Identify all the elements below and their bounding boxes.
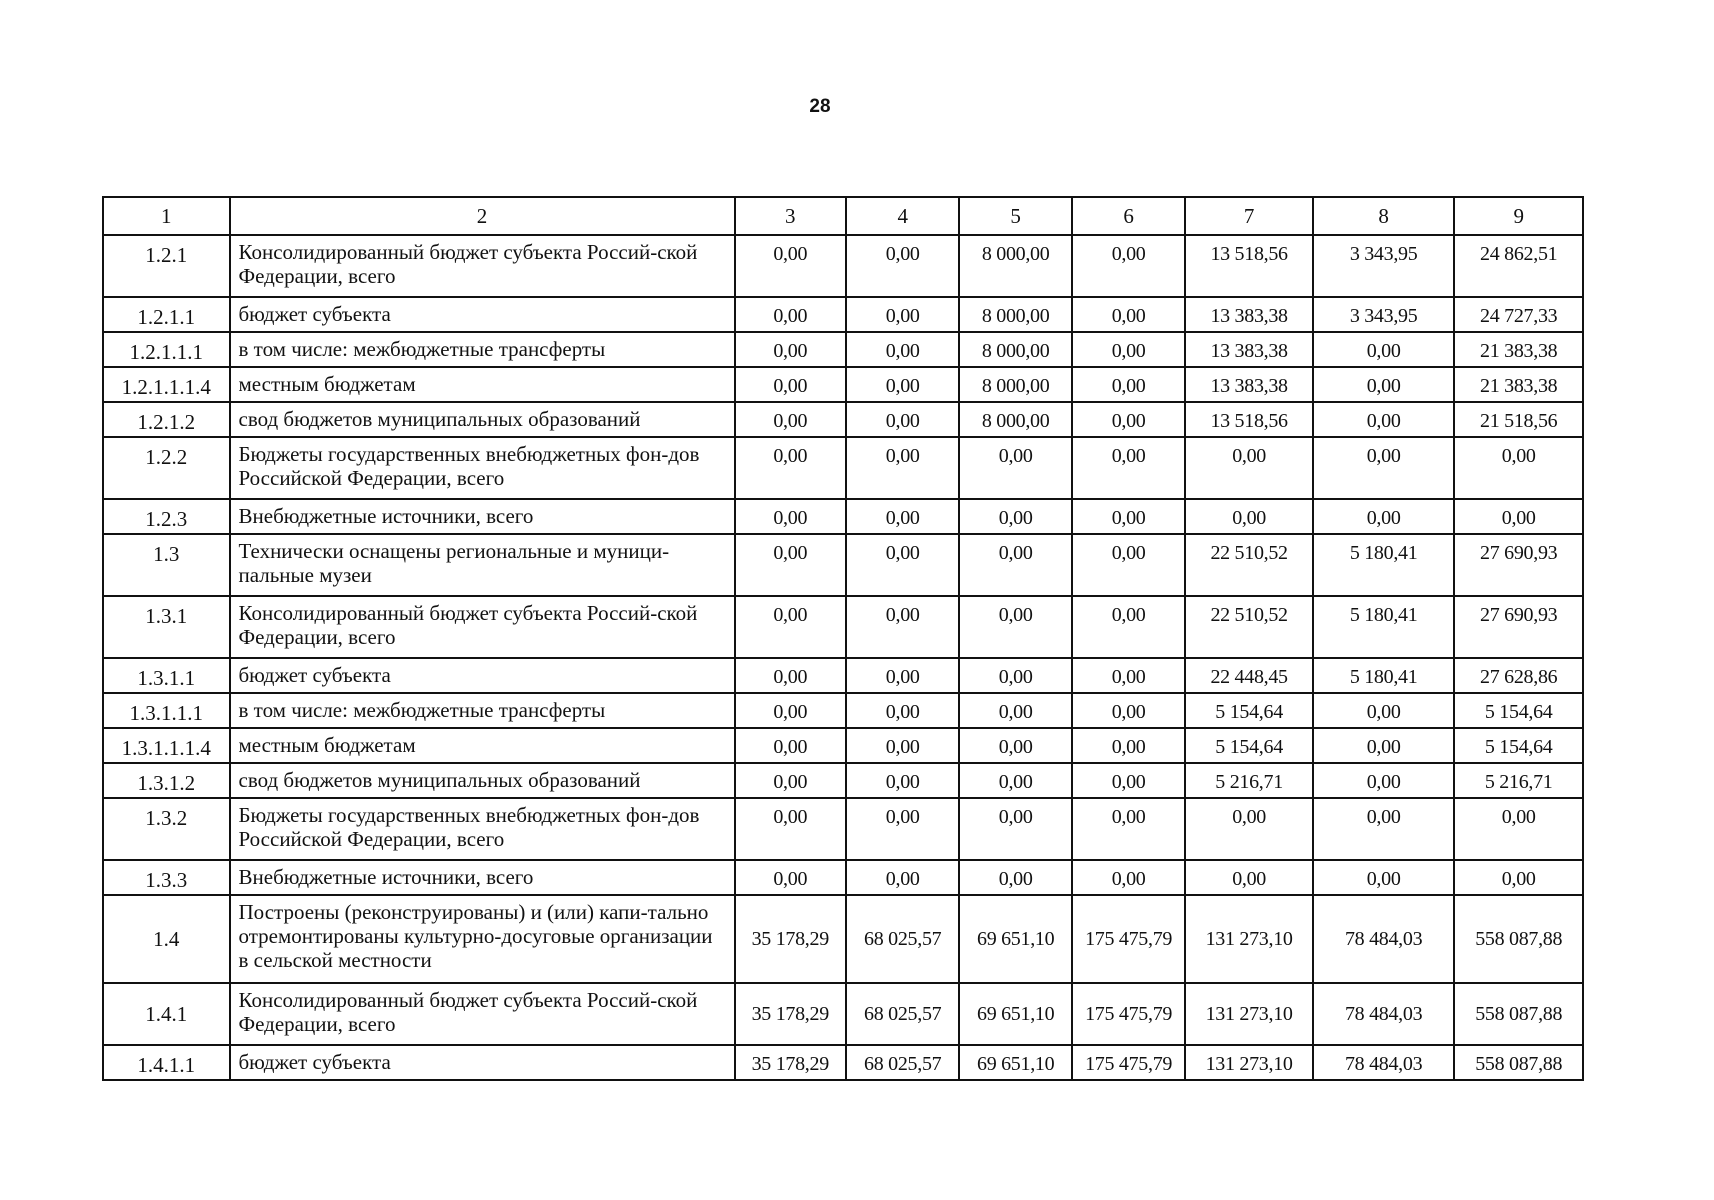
- value-cell: 35 178,29: [735, 983, 846, 1045]
- value-cell: 0,00: [959, 658, 1071, 693]
- value-cell: 0,00: [1185, 499, 1313, 534]
- value-cell: 0,00: [1072, 437, 1185, 499]
- value-cell: 0,00: [846, 860, 959, 895]
- value-cell: 0,00: [735, 763, 846, 798]
- value-cell: 0,00: [735, 367, 846, 402]
- row-name: свод бюджетов муниципальных образований: [230, 763, 735, 798]
- value-cell: 0,00: [959, 728, 1071, 763]
- value-cell: 0,00: [846, 297, 959, 332]
- value-cell: 558 087,88: [1454, 1045, 1583, 1080]
- row-name: Консолидированный бюджет субъекта Россий-ской Федерации, всего: [230, 596, 735, 658]
- table-row: [103, 658, 1583, 693]
- row-name: Построены (реконструированы) и (или) капи-тально отремонтированы культурно-досуговые организации в сельской местности: [230, 895, 735, 983]
- value-cell: 78 484,03: [1313, 895, 1455, 983]
- header-row: [103, 197, 1583, 235]
- table-row: [103, 534, 1583, 596]
- value-cell: 69 651,10: [959, 1045, 1071, 1080]
- value-cell: 0,00: [959, 534, 1071, 596]
- value-cell: 175 475,79: [1072, 1045, 1185, 1080]
- table-row: [103, 895, 1583, 983]
- row-code: 1.2.2: [103, 437, 230, 499]
- value-cell: 0,00: [735, 297, 846, 332]
- table-body: [103, 235, 1583, 1080]
- value-cell: 0,00: [1313, 499, 1455, 534]
- value-cell: 69 651,10: [959, 983, 1071, 1045]
- row-code: 1.3.3: [103, 860, 230, 895]
- value-cell: 0,00: [1072, 332, 1185, 367]
- row-name: бюджет субъекта: [230, 1045, 735, 1080]
- value-cell: 5 180,41: [1313, 596, 1455, 658]
- value-cell: 0,00: [735, 693, 846, 728]
- value-cell: 5 154,64: [1185, 728, 1313, 763]
- value-cell: 0,00: [735, 235, 846, 297]
- value-cell: 5 154,64: [1185, 693, 1313, 728]
- value-cell: 0,00: [735, 499, 846, 534]
- value-cell: 22 510,52: [1185, 534, 1313, 596]
- value-cell: 0,00: [1185, 798, 1313, 860]
- table-row: [103, 983, 1583, 1045]
- row-code: 1.3.1: [103, 596, 230, 658]
- row-name: бюджет субъекта: [230, 658, 735, 693]
- row-code: 1.3.1.1: [103, 658, 230, 693]
- value-cell: 0,00: [1072, 402, 1185, 437]
- row-code: 1.4.1: [103, 983, 230, 1045]
- row-code: 1.3.1.1.1.4: [103, 728, 230, 763]
- value-cell: 0,00: [735, 798, 846, 860]
- value-cell: 0,00: [846, 596, 959, 658]
- value-cell: 0,00: [1313, 332, 1455, 367]
- column-header: 7: [1185, 197, 1313, 235]
- value-cell: 0,00: [846, 693, 959, 728]
- value-cell: 0,00: [846, 235, 959, 297]
- value-cell: 13 518,56: [1185, 402, 1313, 437]
- value-cell: 0,00: [1454, 798, 1583, 860]
- value-cell: 27 690,93: [1454, 534, 1583, 596]
- value-cell: 0,00: [1313, 728, 1455, 763]
- column-header: 4: [846, 197, 959, 235]
- table-row: [103, 499, 1583, 534]
- value-cell: 21 383,38: [1454, 367, 1583, 402]
- value-cell: 0,00: [846, 437, 959, 499]
- row-code: 1.3.2: [103, 798, 230, 860]
- value-cell: 8 000,00: [959, 235, 1071, 297]
- value-cell: 0,00: [959, 798, 1071, 860]
- row-name: в том числе: межбюджетные трансферты: [230, 693, 735, 728]
- value-cell: 8 000,00: [959, 297, 1071, 332]
- column-header: 6: [1072, 197, 1185, 235]
- value-cell: 0,00: [1313, 402, 1455, 437]
- table-row: [103, 596, 1583, 658]
- value-cell: 0,00: [1454, 499, 1583, 534]
- value-cell: 0,00: [1072, 798, 1185, 860]
- row-code: 1.4.1.1: [103, 1045, 230, 1080]
- value-cell: 0,00: [959, 763, 1071, 798]
- value-cell: 558 087,88: [1454, 983, 1583, 1045]
- value-cell: 24 727,33: [1454, 297, 1583, 332]
- value-cell: 8 000,00: [959, 367, 1071, 402]
- value-cell: 35 178,29: [735, 895, 846, 983]
- value-cell: 0,00: [959, 860, 1071, 895]
- value-cell: 27 690,93: [1454, 596, 1583, 658]
- value-cell: 0,00: [846, 534, 959, 596]
- row-name: Технически оснащены региональные и муници-пальные музеи: [230, 534, 735, 596]
- value-cell: 13 383,38: [1185, 297, 1313, 332]
- value-cell: 0,00: [735, 728, 846, 763]
- value-cell: 0,00: [959, 499, 1071, 534]
- value-cell: 21 383,38: [1454, 332, 1583, 367]
- value-cell: 0,00: [1072, 693, 1185, 728]
- row-name: Внебюджетные источники, всего: [230, 499, 735, 534]
- value-cell: 0,00: [735, 332, 846, 367]
- row-code: 1.2.1: [103, 235, 230, 297]
- value-cell: 0,00: [1072, 534, 1185, 596]
- value-cell: 0,00: [1313, 437, 1455, 499]
- row-name: в том числе: межбюджетные трансферты: [230, 332, 735, 367]
- value-cell: 0,00: [1072, 235, 1185, 297]
- page-number: 28: [809, 96, 831, 117]
- table-row: [103, 437, 1583, 499]
- value-cell: 68 025,57: [846, 1045, 959, 1080]
- value-cell: 0,00: [846, 332, 959, 367]
- table-row: [103, 367, 1583, 402]
- value-cell: 78 484,03: [1313, 1045, 1455, 1080]
- row-code: 1.3.1.1.1: [103, 693, 230, 728]
- value-cell: 0,00: [735, 596, 846, 658]
- value-cell: 0,00: [846, 728, 959, 763]
- value-cell: 5 154,64: [1454, 693, 1583, 728]
- column-header: 9: [1454, 197, 1583, 235]
- value-cell: 5 216,71: [1185, 763, 1313, 798]
- value-cell: 27 628,86: [1454, 658, 1583, 693]
- value-cell: 0,00: [846, 798, 959, 860]
- column-header: 1: [103, 197, 230, 235]
- value-cell: 0,00: [1313, 860, 1455, 895]
- value-cell: 0,00: [846, 367, 959, 402]
- value-cell: 0,00: [735, 402, 846, 437]
- value-cell: 68 025,57: [846, 895, 959, 983]
- value-cell: 0,00: [735, 658, 846, 693]
- value-cell: 35 178,29: [735, 1045, 846, 1080]
- value-cell: 131 273,10: [1185, 895, 1313, 983]
- value-cell: 0,00: [1313, 367, 1455, 402]
- row-code: 1.2.1.1.1.4: [103, 367, 230, 402]
- value-cell: 3 343,95: [1313, 297, 1455, 332]
- value-cell: 69 651,10: [959, 895, 1071, 983]
- value-cell: 0,00: [1313, 798, 1455, 860]
- value-cell: 5 180,41: [1313, 658, 1455, 693]
- row-name: бюджет субъекта: [230, 297, 735, 332]
- row-name: Бюджеты государственных внебюджетных фон-дов Российской Федерации, всего: [230, 798, 735, 860]
- column-header: 5: [959, 197, 1071, 235]
- budget-table: [102, 196, 1584, 1081]
- row-code: 1.2.1.2: [103, 402, 230, 437]
- value-cell: 21 518,56: [1454, 402, 1583, 437]
- value-cell: 3 343,95: [1313, 235, 1455, 297]
- value-cell: 0,00: [1072, 728, 1185, 763]
- value-cell: 131 273,10: [1185, 1045, 1313, 1080]
- value-cell: 0,00: [1313, 693, 1455, 728]
- value-cell: 0,00: [1185, 860, 1313, 895]
- value-cell: 5 216,71: [1454, 763, 1583, 798]
- row-name: Бюджеты государственных внебюджетных фон-дов Российской Федерации, всего: [230, 437, 735, 499]
- value-cell: 68 025,57: [846, 983, 959, 1045]
- table-row: [103, 763, 1583, 798]
- value-cell: 558 087,88: [1454, 895, 1583, 983]
- value-cell: 22 510,52: [1185, 596, 1313, 658]
- row-code: 1.3.1.2: [103, 763, 230, 798]
- row-code: 1.2.1.1: [103, 297, 230, 332]
- column-header: 8: [1313, 197, 1455, 235]
- column-header: 3: [735, 197, 846, 235]
- value-cell: 0,00: [1072, 860, 1185, 895]
- value-cell: 0,00: [959, 693, 1071, 728]
- value-cell: 5 154,64: [1454, 728, 1583, 763]
- row-name: местным бюджетам: [230, 728, 735, 763]
- row-name: Консолидированный бюджет субъекта Россий-ской Федерации, всего: [230, 235, 735, 297]
- table-row: [103, 235, 1583, 297]
- value-cell: 0,00: [1313, 763, 1455, 798]
- value-cell: 0,00: [1072, 658, 1185, 693]
- row-code: 1.4: [103, 895, 230, 983]
- table-row: [103, 728, 1583, 763]
- value-cell: 0,00: [1072, 367, 1185, 402]
- value-cell: 0,00: [1454, 860, 1583, 895]
- row-name: свод бюджетов муниципальных образований: [230, 402, 735, 437]
- value-cell: 5 180,41: [1313, 534, 1455, 596]
- value-cell: 8 000,00: [959, 402, 1071, 437]
- table-row: [103, 693, 1583, 728]
- row-code: 1.3: [103, 534, 230, 596]
- value-cell: 24 862,51: [1454, 235, 1583, 297]
- value-cell: 0,00: [846, 402, 959, 437]
- table-row: [103, 332, 1583, 367]
- value-cell: 0,00: [846, 763, 959, 798]
- row-name: местным бюджетам: [230, 367, 735, 402]
- value-cell: 0,00: [735, 437, 846, 499]
- row-name: Консолидированный бюджет субъекта Россий-ской Федерации, всего: [230, 983, 735, 1045]
- value-cell: 0,00: [1454, 437, 1583, 499]
- value-cell: 0,00: [1072, 596, 1185, 658]
- row-name: Внебюджетные источники, всего: [230, 860, 735, 895]
- value-cell: 0,00: [1072, 297, 1185, 332]
- value-cell: 0,00: [1185, 437, 1313, 499]
- value-cell: 22 448,45: [1185, 658, 1313, 693]
- row-code: 1.2.1.1.1: [103, 332, 230, 367]
- column-header: 2: [230, 197, 735, 235]
- value-cell: 13 383,38: [1185, 367, 1313, 402]
- value-cell: 0,00: [846, 499, 959, 534]
- table-row: [103, 402, 1583, 437]
- row-code: 1.2.3: [103, 499, 230, 534]
- value-cell: 0,00: [735, 534, 846, 596]
- value-cell: 131 273,10: [1185, 983, 1313, 1045]
- table-row: [103, 1045, 1583, 1080]
- value-cell: 0,00: [959, 437, 1071, 499]
- table-row: [103, 297, 1583, 332]
- value-cell: 0,00: [1072, 763, 1185, 798]
- value-cell: 0,00: [959, 596, 1071, 658]
- value-cell: 78 484,03: [1313, 983, 1455, 1045]
- value-cell: 175 475,79: [1072, 983, 1185, 1045]
- table-row: [103, 860, 1583, 895]
- value-cell: 13 383,38: [1185, 332, 1313, 367]
- table-header: [103, 197, 1583, 235]
- value-cell: 0,00: [1072, 499, 1185, 534]
- value-cell: 0,00: [735, 860, 846, 895]
- value-cell: 175 475,79: [1072, 895, 1185, 983]
- value-cell: 8 000,00: [959, 332, 1071, 367]
- value-cell: 0,00: [846, 658, 959, 693]
- table-row: [103, 798, 1583, 860]
- value-cell: 13 518,56: [1185, 235, 1313, 297]
